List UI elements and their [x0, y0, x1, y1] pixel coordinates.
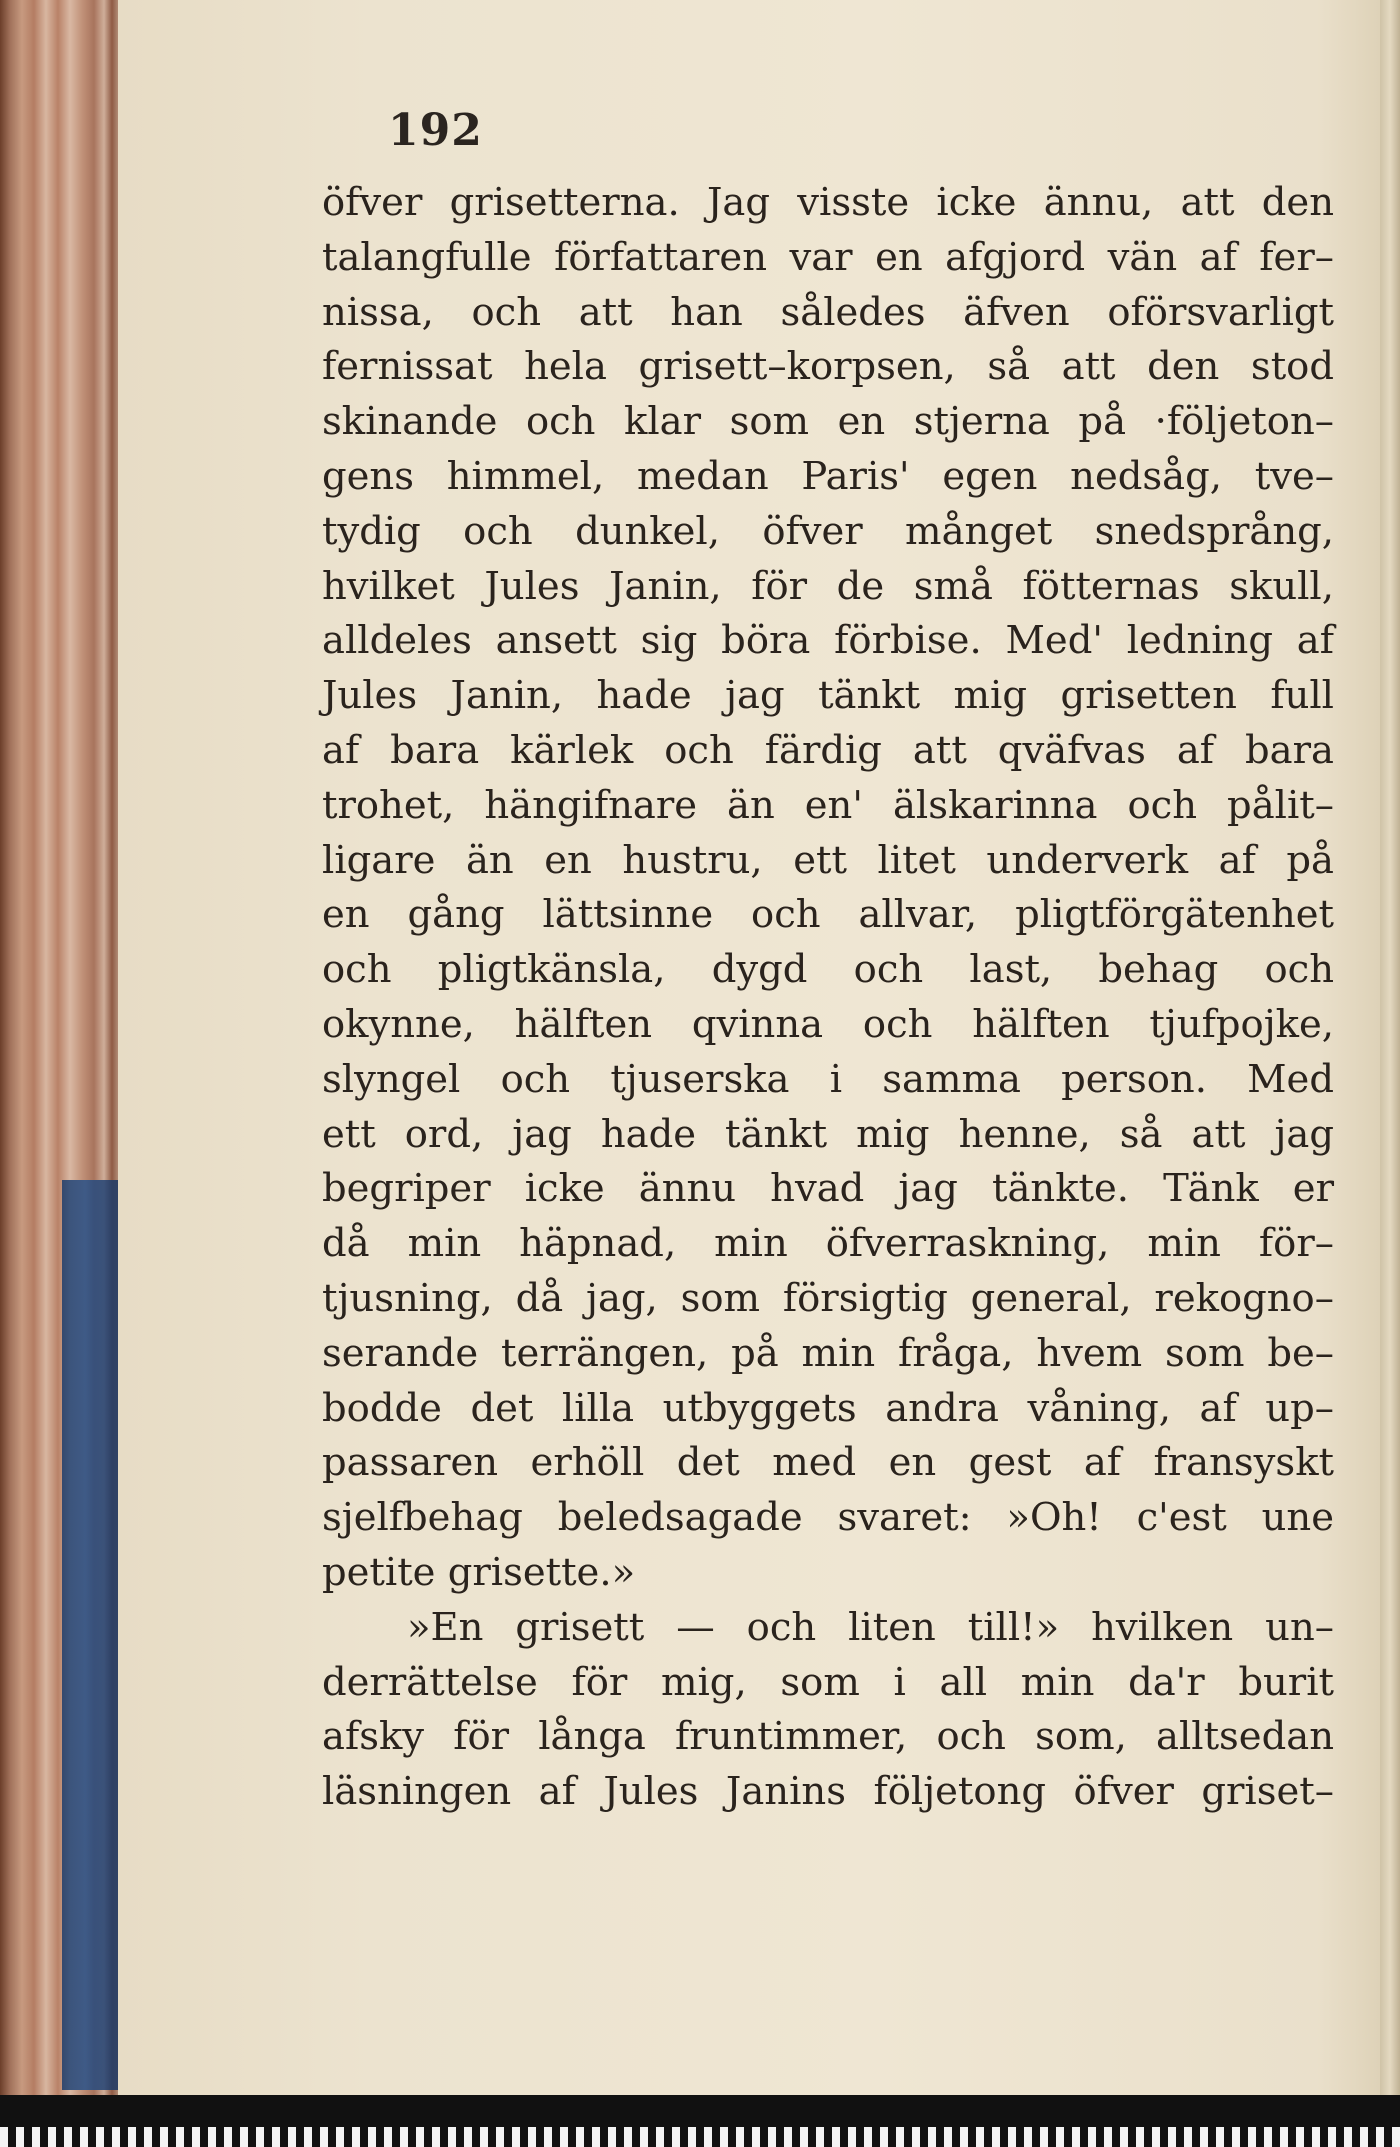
page-edge [1380, 0, 1400, 2095]
text-line: ett ord, jag hade tänkt mig henne, så att jag [322, 1111, 1334, 1157]
text-line: alldeles ansett sig böra förbise. Med' ledning af [322, 618, 1334, 664]
text-line: talangfulle författaren var en afgjord vän af fer– [322, 234, 1334, 280]
body-text [322, 176, 1334, 1820]
text-line: öfver grisetterna. Jag visste icke ännu, att den [322, 180, 1334, 225]
text-line: och pligtkänsla, dygd och last, behag och [322, 947, 1334, 993]
text-line: passaren erhöll det med en gest af fransyskt [322, 1440, 1334, 1486]
text-line: »En grisett — och liten till!» hvilken un– [407, 1604, 1334, 1650]
text-line: serande terrängen, på min fråga, hvem som be– [322, 1330, 1334, 1376]
text-line: en gång lättsinne och allvar, pligtförgätenhet [322, 892, 1334, 938]
text-line: okynne, hälften qvinna och hälften tjufpojke, [322, 1001, 1334, 1047]
text-line: derrättelse för mig, som i all min da'r burit [322, 1659, 1334, 1705]
text-line: afsky för långa fruntimmer, och som, alltsedan [322, 1714, 1334, 1760]
scale-ticks [0, 2127, 1400, 2147]
book-cover-edge [62, 1180, 120, 2090]
text-line: begriper icke ännu hvad jag tänkte. Tänk er [322, 1166, 1334, 1212]
text-line: fernissat hela grisett–korpsen, så att den stod [322, 344, 1334, 390]
text-line: hvilket Jules Janin, för de små fötternas skull, [322, 563, 1334, 609]
text-line: bodde det lilla utbyggets andra våning, af up– [322, 1385, 1334, 1431]
text-line: tjusning, då jag, som försigtig general, rekogno– [322, 1275, 1334, 1321]
text-line: tydig och dunkel, öfver månget snedsprång, [322, 508, 1334, 554]
text-line: af bara kärlek och färdig att qväfvas af bara [322, 727, 1334, 773]
text-line: sjelfbehag beledsagade svaret: »Oh! c'est une [322, 1495, 1334, 1541]
text-line: nissa, och att han således äfven oförsvarligt [322, 289, 1334, 335]
text-line: då min häpnad, min öfverraskning, min för– [322, 1221, 1334, 1267]
text-line: skinande och klar som en stjerna på ·följeton– [322, 399, 1334, 445]
text-line: läsningen af Jules Janins följetong öfver griset– [322, 1769, 1334, 1815]
text-line: petite grisette.» [322, 1549, 636, 1595]
text-line: gens himmel, medan Paris' egen nedsåg, tve– [322, 453, 1334, 499]
text-line: trohet, hängifnare än en' älskarinna och pålit– [322, 782, 1334, 828]
text-line: slyngel och tjuserska i samma person. Med [322, 1056, 1334, 1102]
text-line: Jules Janin, hade jag tänkt mig grisetten full [322, 673, 1334, 719]
text-line: ligare än en hustru, ett litet underverk af på [322, 837, 1334, 883]
scanner-scale-bar [0, 2095, 1400, 2147]
page-number: 192 [388, 105, 483, 156]
